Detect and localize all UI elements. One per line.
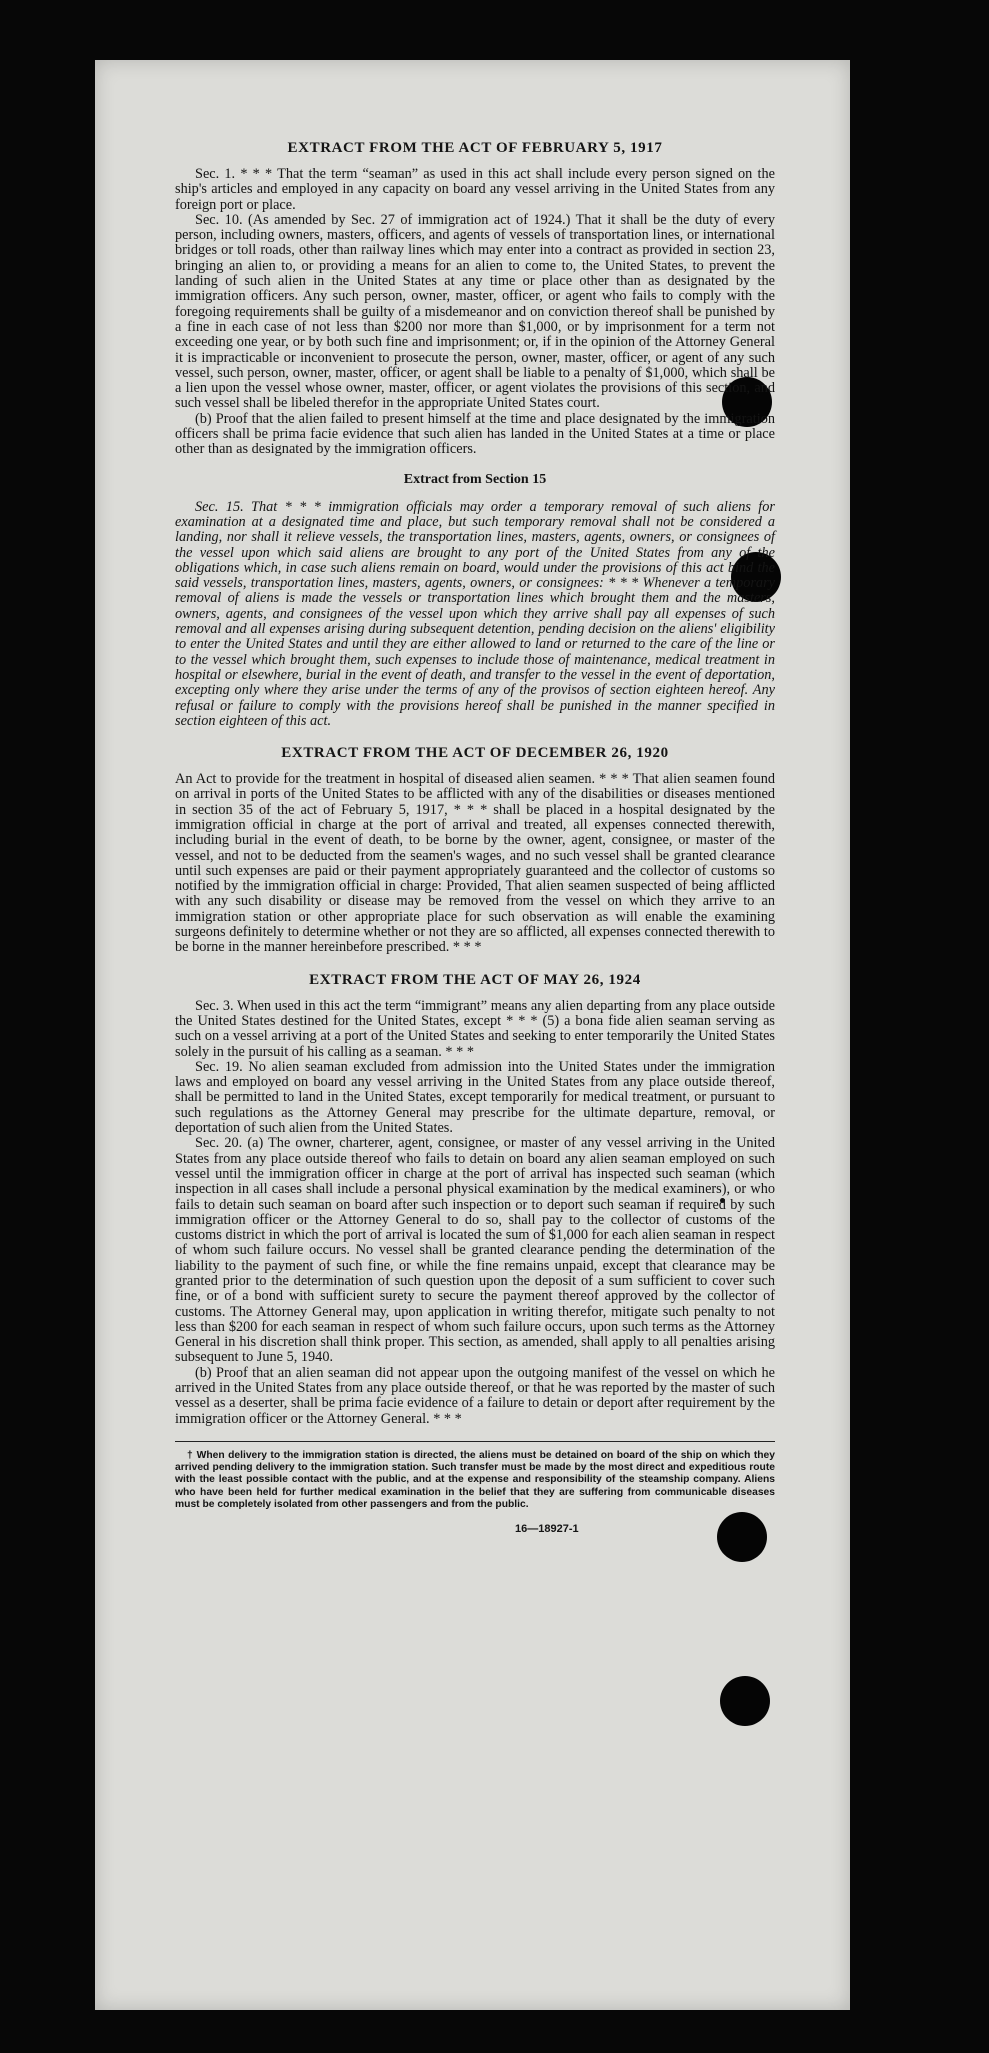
document-page [95,60,850,2010]
paragraph: An Act to provide for the treatment in hospital of diseased alien seamen. * * * That alien seamen found on arrival in ports of the United States to be afflicted with any of the disabilities or diseases mentioned in section 35 of the act of February 5, 1917, * * * shall be placed in a hospital designated by the immigration official in charge at the port of arrival and treated, all expenses connected therewith, including burial in the event of death, to be borne by the owner, agent, consignee, or master of the vessel, and not to be deducted from the seamen's wages, and no such vessel shall be granted clearance until such expenses are paid or their payment appropriately guaranteed and the collector of customs so notified by the immigration official in charge: Provided, That alien seamen suspected of being afflicted with any such disability or disease may be removed from the vessel on which they arrive to an immigration station or other appropriate place for such observation as will enable the examining surgeons definitely to determine whether or not they are so afflicted, all expenses connected therewith to be borne in the manner hereinbefore prescribed. * * * [175,771,775,956]
footnote-divider [175,1441,775,1442]
section-heading: EXTRACT FROM THE ACT OF MAY 26, 1924 [309,971,641,988]
section-heading: EXTRACT FROM THE ACT OF FEBRUARY 5, 1917 [287,140,663,156]
form-number: 16—18927-1 [515,1522,579,1535]
paragraph: Sec. 15. That * * * immigration officials may order a temporary removal of such aliens for examination at a designated time and place, but such temporary removal shall not be considered a landing, nor shall it relieve vessels, the transportation lines, masters, agents, owners, or consignees of the vessel upon which said aliens are brought to any port of the United States from any of the obligations which, in case such aliens remain on board, would under the provisions of this act bind the said vessels, transportation lines, masters, agents, owners, or consignees: * * * Whenever a temporary removal of aliens is made the vessels or transportation lines which brought them and the masters, owners, agents, and consignees of the vessel upon which they arrive shall pay all expenses of such removal and all expenses arising during subsequent detention, pending decision on the aliens' eligibility to enter the United States and until they are either allowed to land or returned to the care of the line or to the vessel which brought them, such expenses to include those of maintenance, medical treatment in hospital or elsewhere, burial in the event of death, and transfer to the vessel in the event of deportation, excepting only where they arise under the terms of any of the provisos of section eighteen hereof. Any refusal or failure to comply with the provisions hereof shall be punished in the manner specified in section eighteen of this act. [175,498,775,729]
document-body [175,140,775,1535]
paragraph: (b) Proof that an alien seaman did not appear upon the outgoing manifest of the vessel on which he arrived in the United States from any place outside thereof, or that he was reported by the master of such vessel as a deserter, shall be prima facie evidence of a failure to detain or deport after requirement by the immigration officer or the Attorney General. * * * [175,1364,775,1427]
paragraph: Sec. 1. * * * That the term “seaman” as used in this act shall include every person signed on the ship's articles and employed in any capacity on board any vessel arriving in the United States from any foreign port or place. [175,166,775,213]
paragraph: Sec. 20. (a) The owner, charterer, agent, consignee, or master of any vessel arriving in the United States from any place outside thereof who fails to detain on board any alien seaman employed on such vessel until the immigration officer in charge at the port of arrival has inspected such seaman (which inspection in all cases shall include a personal physical examination by the medical examiners), or who fails to detain such seaman on board after such inspection or to deport such seaman if required by such immigration officer or the Attorney General to do so, shall pay to the collector of customs of the customs district in which the port of arrival is located the sum of $1,000 for each alien seaman in respect of whom such failure occurs. No vessel shall be granted clearance pending the determination of the liability to the payment of such fine, or while the fine remains unpaid, except that clearance may be granted prior to the determination of such question upon the deposit of a sum sufficient to cover such fine, or of a bond with sufficient surety to secure the payment thereof approved by the collector of customs. The Attorney General may, upon application in writing therefor, mitigate such penalty to not less than $200 for each seaman in respect of whom such failure occurs, upon such terms as the Attorney General in his discretion shall think proper. This section, as amended, shall apply to all penalties arising subsequent to June 5, 1940. [175,1135,775,1366]
paragraph: Sec. 10. (As amended by Sec. 27 of immigration act of 1924.) That it shall be the duty of every person, including owners, masters, officers, and agents of vessels of transportation lines, or international bridges or toll roads, other than railway lines which may enter into a contract as provided in section 23, bringing an alien to, or providing a means for an alien to come to, the United States, to prevent the landing of such alien in the United States at any time or place other than as designated by the immigration officers. Any such person, owner, master, officer, or agent who fails to comply with the foregoing requirements shall be guilty of a misdemeanor and on conviction thereof shall be punished by a fine in each case of not less than $200 nor more than $1,000, or by imprisonment for a term not exceeding one year, or by both such fine and imprisonment; or, if in the opinion of the Attorney General it is impracticable or inconvenient to prosecute the person, owner, master, officer, or agent of any such vessel, such person, owner, master, officer, or agent shall be liable to a penalty of $1,000, which shall be a lien upon the vessel whose owner, master, officer, or agent violates the provisions of this section, and such vessel shall be libeled therefor in the appropriate United States court. [175,211,775,412]
paragraph: Sec. 3. When used in this act the term “immigrant” means any alien departing from any place outside the United States destined for the United States, except * * * (5) a bona fide alien seaman serving as such on a vessel arriving at a port of the United States and seeking to enter temporarily the United States solely in the pursuit of his calling as a seaman. * * * [175,997,775,1060]
paragraph: (b) Proof that the alien failed to present himself at the time and place designated by the immigration officers shall be prima facie evidence that such alien has landed in the United States at a time or place other than as designated by the immigration officers. [175,410,775,458]
punch-hole [720,1676,770,1726]
section-heading: Extract from Section 15 [403,471,547,487]
paragraph: Sec. 19. No alien seaman excluded from admission into the United States under the immigration laws and employed on board any vessel arriving in the United States from any place outside thereof, shall be permitted to land in the United States, except temporarily for medical treatment, or pursuant to such regulations as the Attorney General may prescribe for the ultimate departure, removal, or deportation of such alien from the United States. [175,1058,775,1137]
footnote: † When delivery to the immigration station is directed, the aliens must be detained on board of the ship on which they arrived pending delivery to the immigration station. Such transfer must be made by the most direct and expeditious route with the least possible contact with the public, and at the expense and responsibility of the steamship company. Aliens who have been held for further medical examination in the belief that they are suffering from communicable diseases must be completely isolated from other passengers and from the public. [175,1449,775,1510]
section-heading: EXTRACT FROM THE ACT OF DECEMBER 26, 1920 [281,745,669,762]
